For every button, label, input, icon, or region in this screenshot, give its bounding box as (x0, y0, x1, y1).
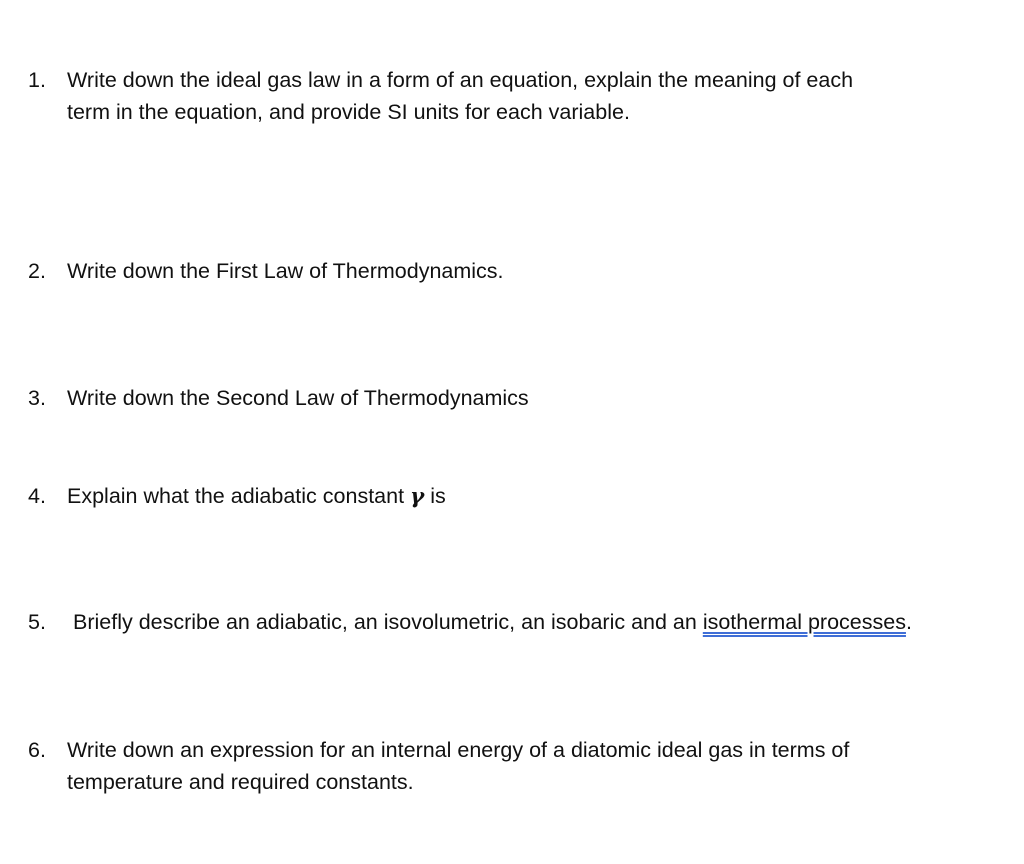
question-text (67, 382, 529, 414)
question-text (67, 480, 446, 513)
question-text (67, 734, 849, 798)
question-number: 3. (28, 386, 46, 410)
question-line: Write down the ideal gas law in a form of an equation, explain the meaning of each (67, 68, 854, 92)
question-number: 2. (28, 259, 46, 283)
question-number: 4. (28, 484, 46, 508)
question-number: 1. (28, 68, 46, 92)
question-line: Write down an expression for an internal energy of a diatomic ideal gas in terms of (67, 738, 850, 762)
question-text (67, 64, 853, 128)
question-text-end: is (424, 484, 446, 508)
question-line: Write down the First Law of Thermodynamics. (67, 259, 504, 283)
question-number: 5. (28, 610, 46, 634)
question-line: term in the equation, and provide SI units for each variable. (67, 100, 630, 124)
question-text-start: Explain what the adiabatic constant (67, 484, 411, 508)
grammar-check-underline[interactable]: isothermal processes (702, 610, 906, 634)
question-line: Write down the Second Law of Thermodynamics (67, 386, 529, 410)
gamma-symbol: γ (410, 484, 425, 509)
question-text-end: . (905, 610, 912, 634)
question-text (67, 255, 504, 287)
question-text-start: Briefly describe an adiabatic, an isovolumetric, an isobaric and an (73, 610, 703, 634)
question-line: temperature and required constants. (67, 770, 414, 794)
question-number: 6. (28, 738, 46, 762)
question-text (73, 606, 912, 638)
